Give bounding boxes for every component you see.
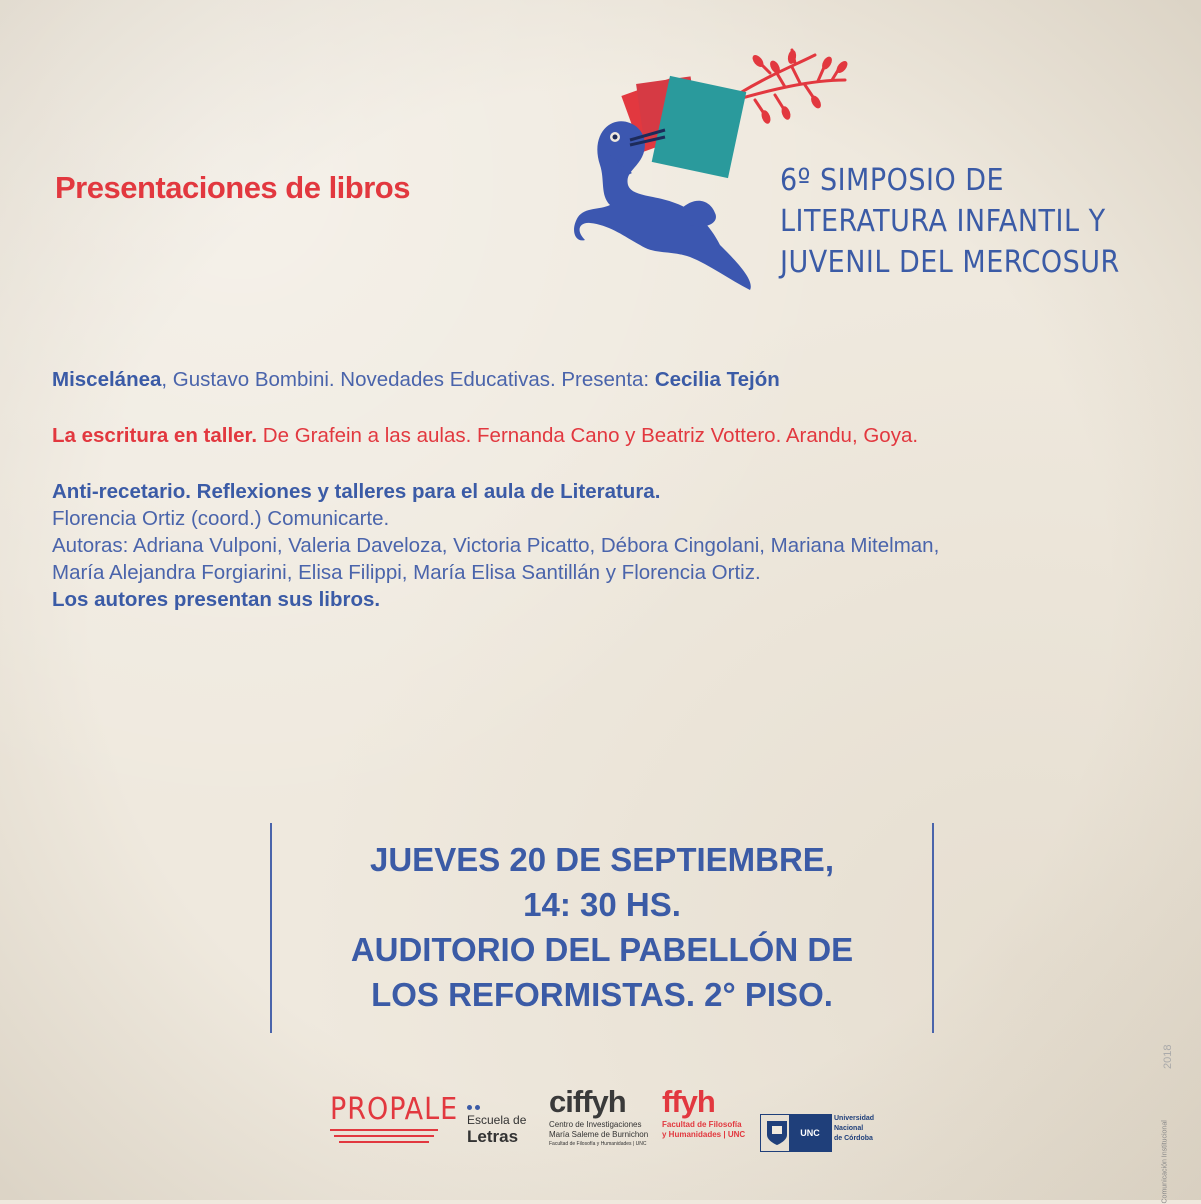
ciffyh-logo [549, 1084, 654, 1148]
symposium-title-line-1: 6º SIMPOSIO DE [780, 163, 1005, 198]
event-date: JUEVES 20 DE SEPTIEMBRE, [370, 841, 834, 878]
ciffyh-sub-1: Centro de Investigaciones [549, 1120, 642, 1129]
ffyh-sub-2: y Humanidades | UNC [662, 1130, 746, 1139]
unc-badge-text: UNC [789, 1115, 831, 1151]
book-3-closing: Los autores presentan sus libros. [52, 588, 381, 611]
book-1-presenter: Cecilia Tejón [654, 368, 780, 391]
propale-logo [330, 1092, 459, 1152]
event-details [270, 823, 934, 1033]
propale-rule-2 [334, 1135, 434, 1137]
book-1-title: Miscelánea [52, 368, 162, 391]
sponsor-logos [0, 1070, 1201, 1180]
unc-line-1: Universidad [834, 1115, 875, 1122]
unc-badge [760, 1114, 832, 1152]
unc-line-2: Nacional [834, 1125, 864, 1132]
symposium-title-line-3: JUVENIL DEL MERCOSUR [780, 245, 1120, 280]
book-entry-2 [52, 422, 1152, 449]
event-venue-line-2: LOS REFORMISTAS. 2° PISO. [371, 976, 833, 1013]
event-text [270, 837, 934, 1017]
book-1-detail: , Gustavo Bombini. Novedades Educativas. Presenta: [161, 368, 655, 391]
section-title: Presentaciones de libros [55, 170, 410, 205]
event-time: 14: 30 HS. [523, 886, 681, 923]
credit-block [1150, 1035, 1180, 1204]
unc-shield-icon [765, 1119, 789, 1147]
ciffyh-sub-3: Facultad de Filosofía y Humanidades | UNC [549, 1141, 647, 1147]
symposium-title-line-2: LITERATURA INFANTIL Y [780, 204, 1106, 239]
credit-year: 2018 [1162, 1044, 1174, 1069]
ffyh-sub-1: Facultad de Filosofía [662, 1120, 742, 1129]
escuela-dots-icon [467, 1105, 537, 1110]
ffyh-logo [662, 1084, 747, 1140]
unc-logo [760, 1114, 880, 1152]
unc-name [834, 1114, 874, 1144]
propale-wordmark: PROPALE [330, 1092, 459, 1127]
propale-rule-3 [339, 1141, 429, 1143]
book-3-authors-line-1: Autoras: Adriana Vulponi, Valeria Daveloza, Victoria Picatto, Débora Cingolani, Mariana Mitelman, [52, 534, 940, 557]
propale-rule-1 [330, 1129, 438, 1131]
event-venue-line-1: AUDITORIO DEL PABELLÓN DE [350, 931, 854, 968]
book-entry-1 [52, 366, 1152, 393]
ffyh-wordmark: ffyh [662, 1084, 715, 1119]
escuela-letras-logo [467, 1105, 537, 1147]
credit-area: Comunicación Institucional [1161, 1120, 1169, 1204]
book-entry-3 [52, 478, 1152, 613]
symposium-title [780, 160, 1180, 283]
book-3-editor: Florencia Ortiz (coord.) Comunicarte. [52, 507, 390, 530]
book-list [52, 366, 1152, 613]
escuela-line-1: Escuela de [467, 1113, 527, 1127]
escuela-line-2: Letras [467, 1127, 519, 1146]
ciffyh-wordmark: ciffyh [549, 1084, 626, 1119]
ciffyh-sub-2: María Saleme de Burnichon [549, 1130, 649, 1139]
book-3-authors-line-2: María Alejandra Forgiarini, Elisa Filippi, María Elisa Santillán y Florencia Ortiz. [52, 561, 761, 584]
book-2-title: La escritura en taller. [52, 424, 258, 447]
unc-line-3: de Córdoba [834, 1135, 873, 1142]
book-2-detail: De Grafein a las aulas. Fernanda Cano y Beatriz Vottero. Arandu, Goya. [257, 424, 919, 447]
book-3-title: Anti-recetario. Reflexiones y talleres para el aula de Literatura. [52, 480, 661, 503]
